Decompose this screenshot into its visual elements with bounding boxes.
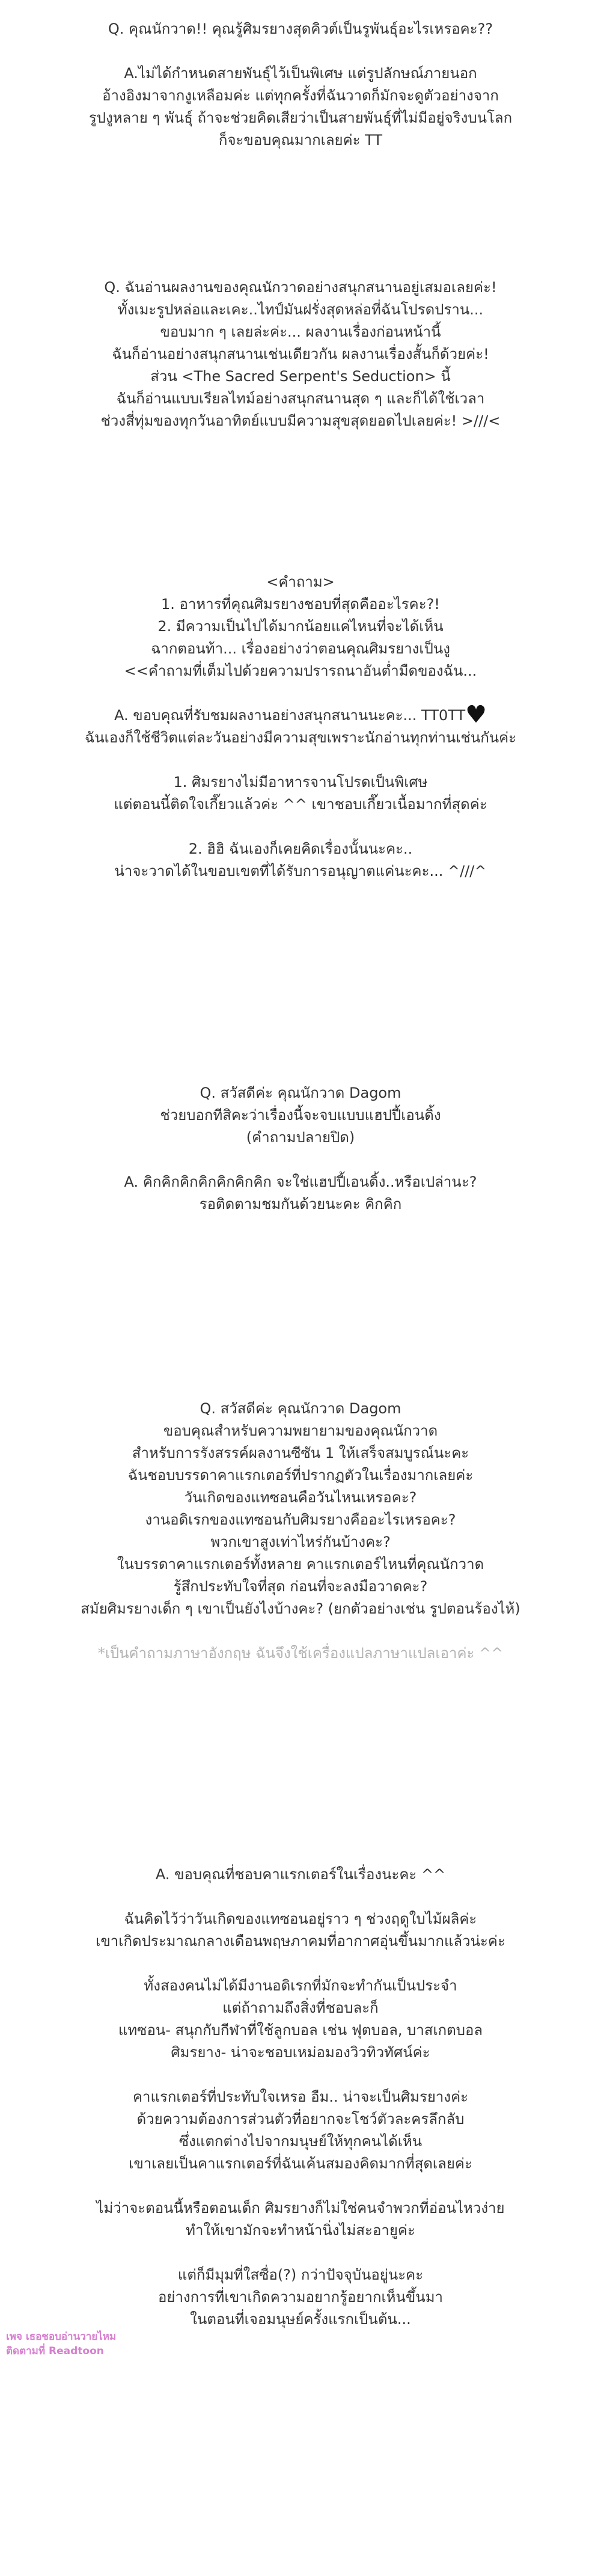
answer-line: เขาเกิดประมาณกลางเดือนพฤษภาคมที่อากาศอุ่นขึ้นมากแล้วน่ะค่ะ bbox=[96, 1933, 505, 1950]
question-text: Q. คุณนักวาด!! คุณรู้ศิมรยางสุดคิวต์เป็นรูพันธุ์อะไรเหรอคะ?? bbox=[108, 20, 493, 37]
question-heading: <คำถาม> bbox=[266, 574, 335, 590]
answer-line: ทั้งสองคนไม่ได้มีงานอดิเรกที่มักจะทำกันเป็นประจำ bbox=[144, 1977, 457, 1994]
answer-line: รูปงูหลาย ๆ พันธุ์ ถ้าจะช่วยคิดเสียว่าเป็นสายพันธุ์ที่ไม่มีอยู่จริงบนโลก bbox=[88, 109, 513, 126]
question-line: Q. ฉันอ่านผลงานของคุณนักวาดอย่างสนุกสนานอยู่เสมอเลยค่ะ! bbox=[104, 279, 497, 296]
question-line: สมัยศิมรยางเด็ก ๆ เขาเป็นยังไงบ้างคะ? (ยกตัวอย่างเช่น รูปตอนร้องไห้) bbox=[81, 1600, 520, 1617]
answer-line: แต่ตอนนี้ติดใจเกี๊ยวแล้วค่ะ ^^ เขาชอบเกี๊ยวเนื้อมากที่สุดค่ะ bbox=[114, 796, 487, 813]
answer-line: น่าจะวาดได้ในขอบเขตที่ได้รับการอนุญาตแค่นะคะ... ^///^ bbox=[114, 863, 487, 880]
answer-line: 1. ศิมรยางไม่มีอาหารจานโปรดเป็นพิเศษ bbox=[173, 774, 428, 791]
question-line: <<คำถามที่เต็มไปด้วยความปรารถนาอันต่ำมืดของฉัน... bbox=[124, 662, 477, 679]
qa-section-1 bbox=[0, 18, 601, 151]
answer-line: แทซอน- สนุกกับกีฬาที่ใช้ลูกบอล เช่น ฟุตบอล, บาสเกตบอล bbox=[118, 2022, 483, 2039]
answer-text: A. ขอบคุณที่รับชมผลงานอย่างสนุกสนานนะคะ... TT0TT bbox=[114, 707, 466, 724]
answer-line: แต่ถ้าถามถึงสิ่งที่ชอบละก็ bbox=[222, 1999, 379, 2016]
watermark bbox=[6, 2330, 150, 2358]
question-line: ขอบคุณสำหรับความพยายามของคุณนักวาด bbox=[163, 1422, 438, 1439]
question-line: งานอดิเรกของแทซอนกับศิมรยางคืออะไรเหรอคะ? bbox=[145, 1511, 456, 1528]
qa-section-5 bbox=[0, 1398, 601, 1665]
answer-line: ด้วยความต้องการส่วนตัวที่อยากจะโชว์ตัวละครลึกลับ bbox=[136, 2111, 465, 2128]
answer-line: ในตอนที่เจอมนุษย์ครั้งแรกเป็นต้น... bbox=[190, 2311, 411, 2328]
question-line: พวกเขาสูงเท่าไหร่กันบ้างคะ? bbox=[210, 1534, 391, 1550]
question-line: วันเกิดของแทซอนคือวันไหนเหรอคะ? bbox=[184, 1489, 417, 1506]
question-line: ฉันก็อ่านอย่างสนุกสนานเช่นเดียวกัน ผลงานเรื่องสั้นก็ด้วยค่ะ! bbox=[112, 346, 489, 363]
question-line: ส่วน <The Sacred Serpent's Seduction> นี้ bbox=[150, 368, 451, 385]
qa-section-3 bbox=[0, 571, 601, 883]
answer-line: ไม่ว่าจะตอนนี้หรือตอนเด็ก ศิมรยางก็ไม่ใช่คนจำพวกที่อ่อนไหวง่าย bbox=[96, 2200, 505, 2217]
question-line: ฉันก็อ่านแบบเรียลไทม์อย่างสนุกสนานสุด ๆ และก็ได้ใช้เวลา bbox=[116, 390, 485, 407]
translation-note: *เป็นคำถามภาษาอังกฤษ ฉันจึงใช้เครื่องแปลภาษาแปลเอาค่ะ ^^ bbox=[97, 1645, 504, 1662]
question-line: รู้สึกประทับใจที่สุด ก่อนที่จะลงมือวาดคะ? bbox=[173, 1578, 428, 1595]
question-line: 2. มีความเป็นไปได้มากน้อยแค่ไหนที่จะได้เห็น bbox=[157, 618, 444, 635]
answer-line: อย่างการที่เขาเกิดความอยากรู้อยากเห็นขึ้นมา bbox=[157, 2289, 444, 2305]
answer-line: ซึ่งแตกต่างไปจากมนุษย์ให้ทุกคนได้เห็น bbox=[178, 2133, 423, 2150]
watermark-line: เพจ เธอชอบอ่านวายไหม bbox=[6, 2331, 117, 2343]
answer-line: 2. ฮิฮิ ฉันเองก็เคยคิดเรื่องนั้นนะคะ.. bbox=[188, 840, 413, 857]
answer-line: แต่ก็มีมุมที่ใสซื่อ(?) กว่าปัจจุบันอยู่นะคะ bbox=[177, 2266, 424, 2283]
question-line: Q. สวัสดีค่ะ คุณนักวาด Dagom bbox=[200, 1085, 401, 1101]
answer-line: เขาเลยเป็นคาแรกเตอร์ที่ฉันเค้นสมองคิดมากที่สุดเลยค่ะ bbox=[129, 2155, 472, 2172]
question-line: ในบรรดาคาแรกเตอร์ทั้งหลาย คาแรกเตอร์ไหนที่คุณนักวาด bbox=[117, 1556, 484, 1573]
watermark-line: ติดตามที่ Readtoon bbox=[6, 2345, 104, 2357]
question-line: 1. อาหารที่คุณศิมรยางชอบที่สุดคืออะไรคะ?! bbox=[161, 596, 440, 613]
question-line: Q. สวัสดีค่ะ คุณนักวาด Dagom bbox=[200, 1400, 401, 1417]
answer-line: A. ขอบคุณที่ชอบคาแรกเตอร์ในเรื่องนะคะ ^^ bbox=[155, 1866, 446, 1883]
answer-line: คาแรกเตอร์ที่ประทับใจเหรอ อืม.. น่าจะเป็นศิมรยางค่ะ bbox=[132, 2088, 469, 2105]
answer-line: ทำให้เขามักจะทำหน้านิ่งไม่สะอายูค่ะ bbox=[186, 2222, 415, 2239]
answer-line: อ้างอิงมาจากงูเหลือมค่ะ แต่ทุกครั้งที่ฉันวาดก็มักจะดูตัวอย่างจาก bbox=[102, 87, 499, 104]
question-line: ขอบมาก ๆ เลยล่ะค่ะ... ผลงานเรื่องก่อนหน้านี้ bbox=[160, 323, 441, 340]
heart-icon: ♥ bbox=[465, 701, 487, 729]
answer-line: ฉันเองก็ใช้ชีวิตแต่ละวันอย่างมีความสุขเพราะนักอ่านทุกท่านเช่นกันค่ะ bbox=[84, 729, 517, 746]
qa-section-6 bbox=[0, 1864, 601, 2331]
answer-line: ฉันคิดไว้ว่าวันเกิดของแทซอนอยู่ราว ๆ ช่วงฤดูใบไม้ผลิค่ะ bbox=[124, 1911, 477, 1927]
answer-line bbox=[0, 701, 601, 729]
question-line: ฉันชอบบรรดาคาแรกเตอร์ที่ปรากฏตัวในเรื่องมากเลยค่ะ bbox=[127, 1467, 474, 1484]
qa-section-4 bbox=[0, 1082, 601, 1216]
qa-section-2 bbox=[0, 277, 601, 432]
question-line: สำหรับการรังสรรค์ผลงานซีซัน 1 ให้เสร็จสมบูรณ์นะคะ bbox=[132, 1445, 469, 1461]
question-line: ทั้งเมะรูปหล่อและเคะ..ไทป์มันฝรั่งสุดหล่อที่ฉันโปรดปราน... bbox=[117, 301, 484, 318]
question-line: ช่วงสี่ทุ่มของทุกวันอาทิตย์แบบมีความสุขสุดยอดไปเลยค่ะ! >///< bbox=[100, 412, 501, 429]
answer-line: ศิมรยาง- น่าจะชอบเหม่อมองวิวทิวทัศน์ค่ะ bbox=[171, 2044, 430, 2061]
answer-line: A.ไม่ได้กำหนดสายพันธุ์ไว้เป็นพิเศษ แต่รูปลักษณ์ภายนอก bbox=[124, 65, 477, 82]
answer-line: รอติดตามชมกันด้วยนะคะ คิกคิก bbox=[199, 1196, 402, 1213]
question-line: ช่วยบอกทีสิคะว่าเรื่องนี้จะจบแบบแฮปปี้เอนดิ้ง bbox=[160, 1107, 441, 1124]
answer-line: A. คิกคิกคิกคิกคิกคิกคิก จะใช่แฮปปี้เอนดิ้ง..หรือเปล่านะ? bbox=[124, 1173, 477, 1190]
answer-line: ก็จะขอบคุณมากเลยค่ะ TT bbox=[218, 132, 383, 148]
question-line: ฉากตอนท้า... เรื่องอย่างว่าตอนคุณศิมรยางเป็นงู bbox=[151, 640, 450, 657]
question-line: (คำถามปลายปิด) bbox=[246, 1129, 355, 1146]
